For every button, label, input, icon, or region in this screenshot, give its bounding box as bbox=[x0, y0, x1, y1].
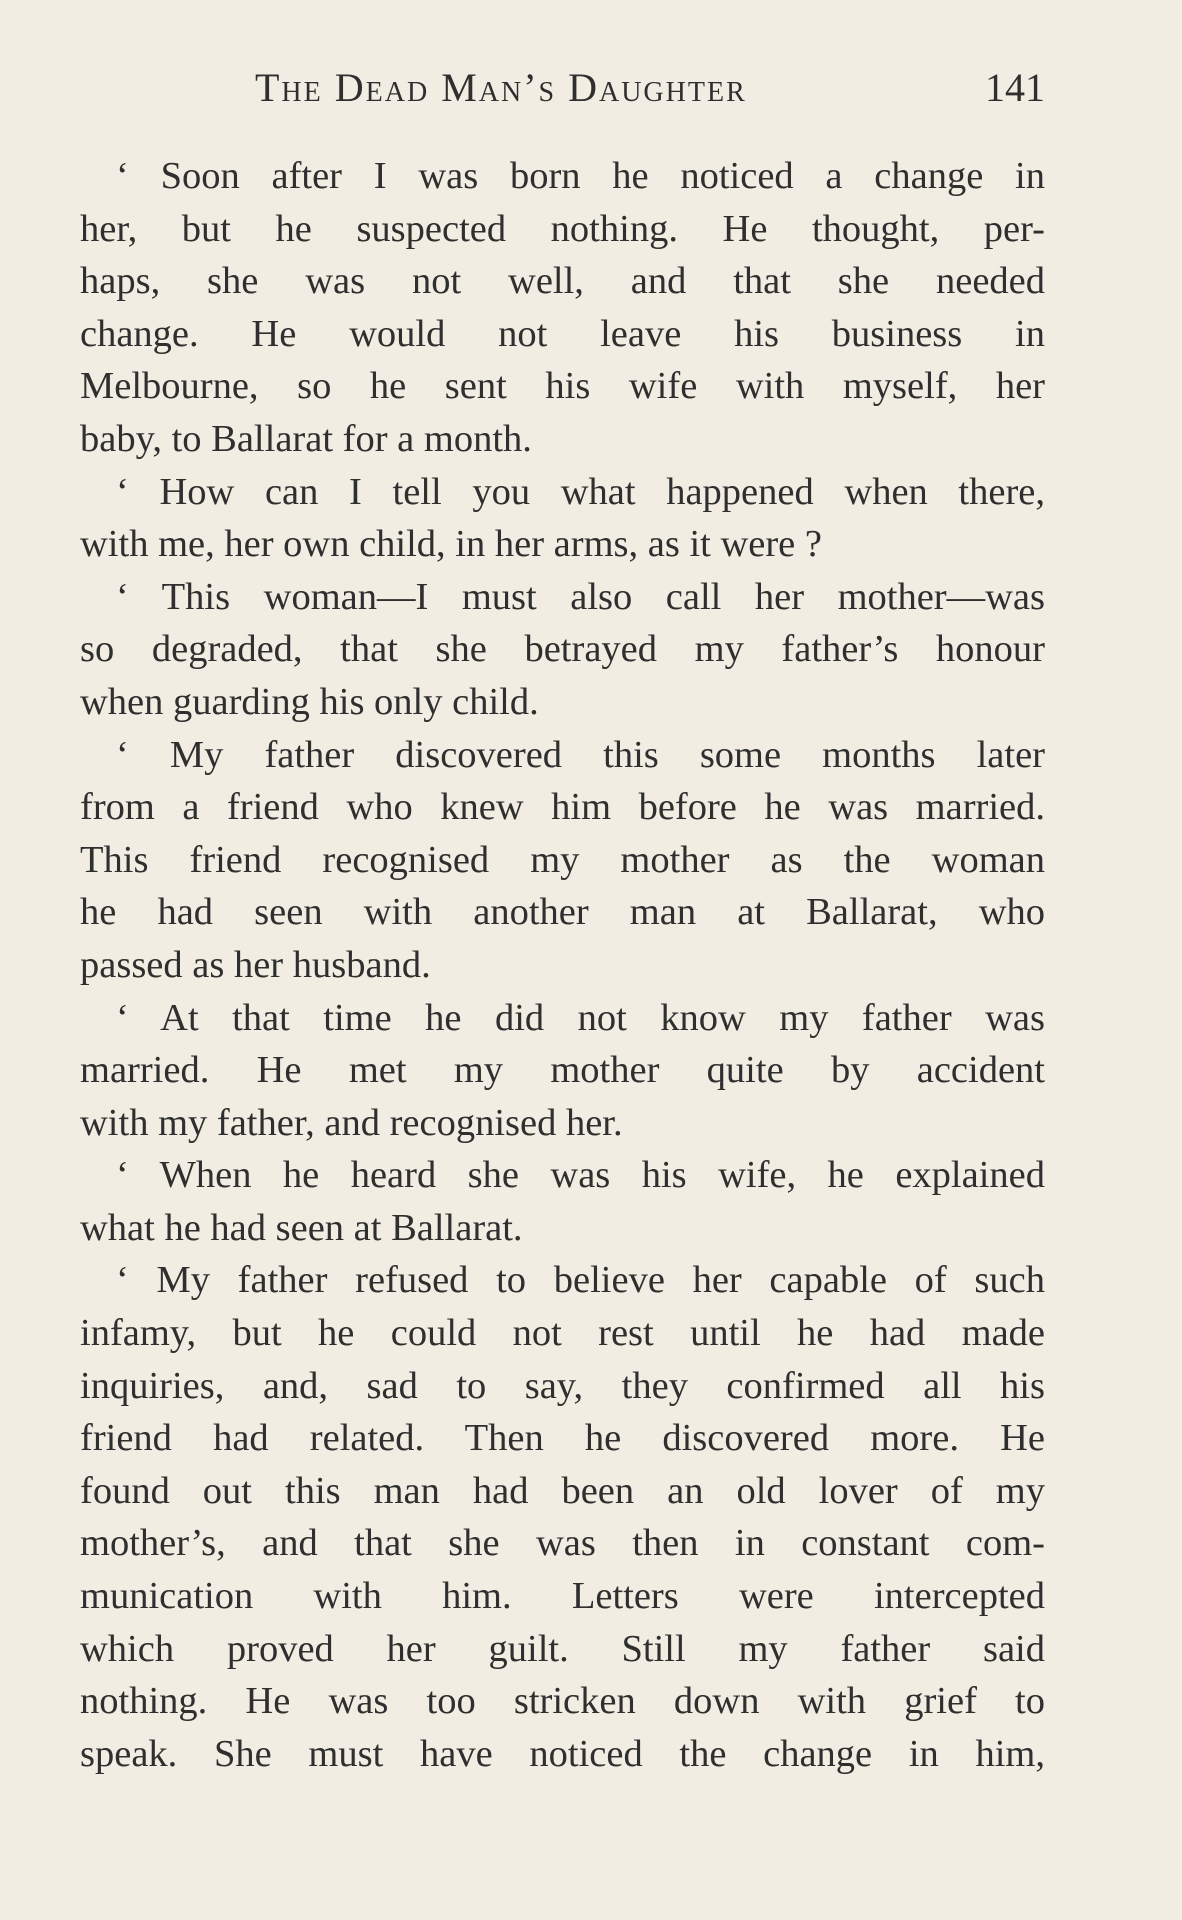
text-line: her, but he suspected nothing. He thought, per- bbox=[80, 207, 1045, 250]
text-line: which proved her guilt. Still my father said bbox=[80, 1627, 1045, 1670]
text-line: when guarding his only child. bbox=[80, 680, 539, 723]
body-text bbox=[80, 150, 1045, 1780]
text-line: ‘ This woman—I must also call her mother—was bbox=[116, 575, 1045, 618]
text-line: inquiries, and, sad to say, they confirmed all his bbox=[80, 1364, 1045, 1407]
running-title: The Dead Man’s Daughter bbox=[255, 65, 747, 110]
text-line: with my father, and recognised her. bbox=[80, 1101, 623, 1144]
text-line: This friend recognised my mother as the woman bbox=[80, 838, 1045, 881]
page-number: 141 bbox=[985, 65, 1045, 110]
text-line: so degraded, that she betrayed my father’s honour bbox=[80, 628, 1045, 671]
text-line: munication with him. Letters were intercepted bbox=[80, 1575, 1045, 1618]
text-line: haps, she was not well, and that she needed bbox=[80, 260, 1045, 303]
text-line: passed as her husband. bbox=[80, 943, 431, 986]
text-line: Melbourne, so he sent his wife with myself, her bbox=[80, 365, 1045, 408]
text-line: ‘ Soon after I was born he noticed a change in bbox=[116, 155, 1045, 197]
text-line: mother’s, and that she was then in constant com- bbox=[80, 1522, 1045, 1565]
text-line: baby, to Ballarat for a month. bbox=[80, 417, 532, 460]
text-line: ‘ At that time he did not know my father was bbox=[116, 996, 1045, 1039]
text-line: ‘ When he heard she was his wife, he explained bbox=[116, 1154, 1045, 1197]
text-line: married. He met my mother quite by accident bbox=[80, 1049, 1045, 1092]
text-line: friend had related. Then he discovered more. He bbox=[80, 1417, 1045, 1460]
text-line: with me, her own child, in her arms, as it were ? bbox=[80, 523, 822, 566]
text-line: infamy, but he could not rest until he had made bbox=[80, 1312, 1045, 1355]
text-line: what he had seen at Ballarat. bbox=[80, 1206, 523, 1249]
text-line: ‘ My father refused to believe her capable of such bbox=[116, 1259, 1045, 1302]
text-line: he had seen with another man at Ballarat, who bbox=[80, 891, 1045, 934]
text-line: ‘ How can I tell you what happened when there, bbox=[116, 470, 1045, 513]
text-line: speak. She must have noticed the change in him, bbox=[80, 1732, 1045, 1775]
text-line: found out this man had been an old lover of my bbox=[80, 1469, 1045, 1512]
text-line: ‘ My father discovered this some months later bbox=[116, 733, 1045, 776]
text-line: from a friend who knew him before he was married. bbox=[80, 786, 1045, 829]
text-line: change. He would not leave his business in bbox=[80, 312, 1045, 355]
text-line: nothing. He was too stricken down with grief to bbox=[80, 1680, 1045, 1723]
running-head bbox=[80, 64, 1045, 124]
